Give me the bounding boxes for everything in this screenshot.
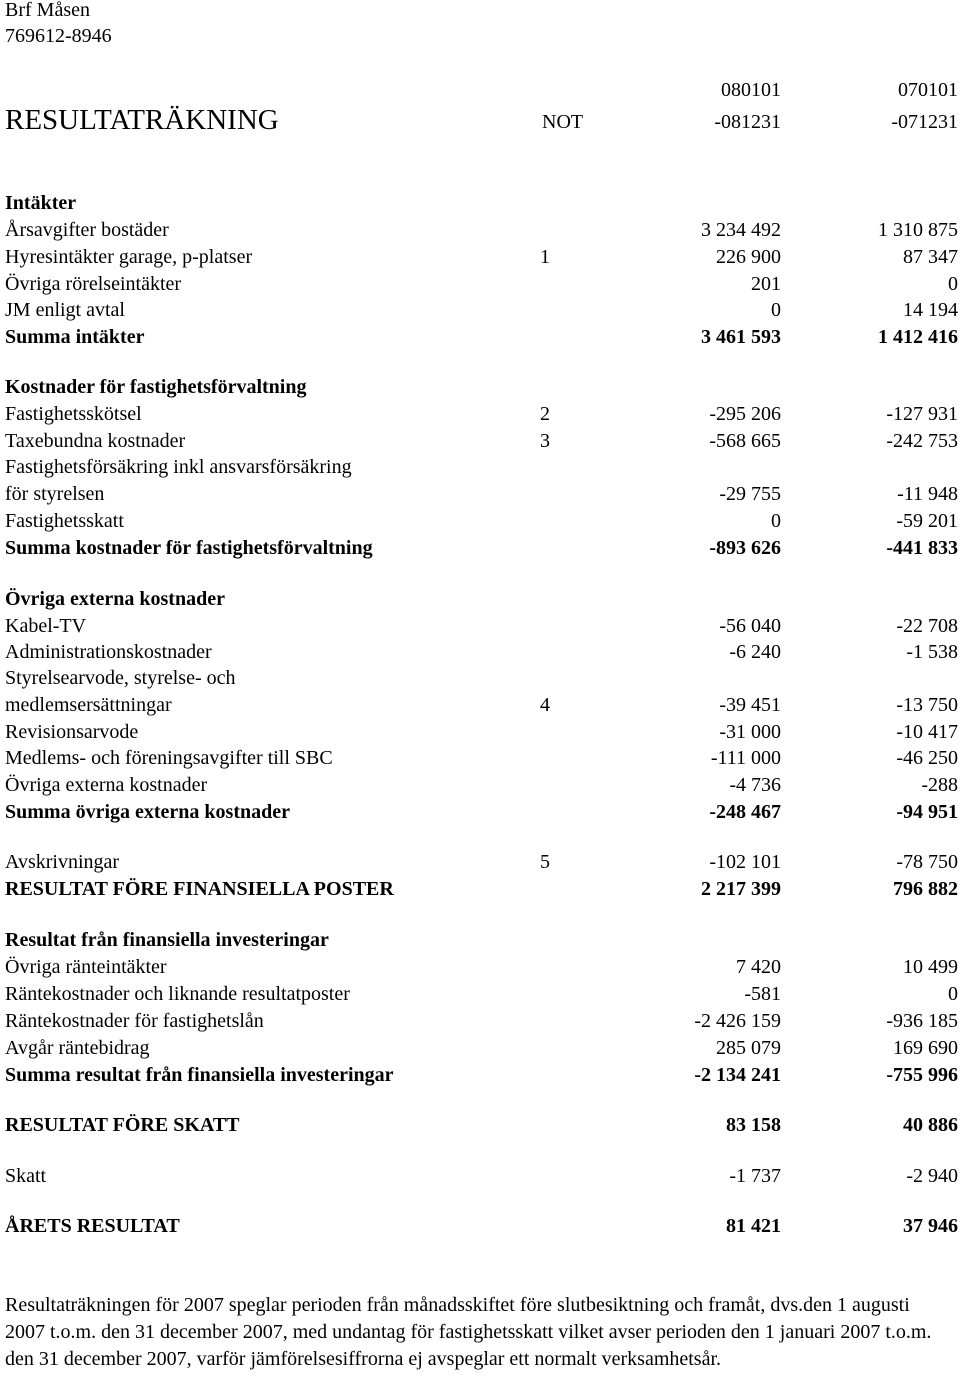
row-note-ref: 3 [540, 430, 550, 452]
row-value-2008: -6 240 [729, 641, 781, 663]
row-value-2007: -11 948 [897, 483, 958, 505]
row-value-2008: 3 234 492 [701, 219, 781, 241]
row-value-2008: 83 158 [726, 1114, 781, 1136]
row-label: Övriga externa kostnader [5, 774, 208, 796]
col2-period-end: -071231 [891, 111, 958, 133]
row-value-2007: 1 412 416 [878, 326, 958, 348]
row-label: Räntekostnader och liknande resultatposter [5, 983, 350, 1005]
row-value-2007: -242 753 [886, 430, 958, 452]
row-heading-label: Kostnader för fastighetsförvaltning [5, 376, 307, 398]
row-label: Revisionsarvode [5, 721, 139, 743]
col2-period-start: 070101 [898, 79, 958, 101]
row-value-2008: 2 217 399 [701, 878, 781, 900]
row-note-ref: 2 [540, 403, 550, 425]
row-value-2007: 796 882 [893, 878, 958, 900]
row-value-2007: -1 538 [906, 641, 958, 663]
row-value-2008: -4 736 [729, 774, 781, 796]
row-value-2007: -22 708 [896, 615, 958, 637]
row-value-2007: -755 996 [886, 1064, 958, 1086]
page-title: RESULTATRÄKNING [5, 104, 279, 136]
row-note-ref: 5 [540, 851, 550, 873]
row-heading-label: Intäkter [5, 192, 77, 214]
row-heading-label: RESULTAT FÖRE SKATT [5, 1114, 240, 1136]
row-label: Fastighetsskatt [5, 510, 124, 532]
row-heading-label: Resultat från finansiella investeringar [5, 929, 329, 951]
row-value-2007: -936 185 [886, 1010, 958, 1032]
row-label: JM enligt avtal [5, 299, 125, 321]
row-value-2007: 40 886 [903, 1114, 958, 1136]
row-value-2007: -13 750 [896, 694, 958, 716]
row-note-ref: 4 [540, 694, 550, 716]
row-heading-label: Summa resultat från finansiella investeringar [5, 1064, 394, 1086]
row-value-2007: -78 750 [896, 851, 958, 873]
row-value-2008: -2 134 241 [694, 1064, 781, 1086]
row-label: Räntekostnader för fastighetslån [5, 1010, 264, 1032]
row-label: för styrelsen [5, 483, 105, 505]
row-heading-label: Summa intäkter [5, 326, 145, 348]
row-value-2008: -893 626 [709, 537, 781, 559]
row-value-2008: -581 [744, 983, 781, 1005]
row-value-2007: -441 833 [886, 537, 958, 559]
row-value-2008: 7 420 [736, 956, 781, 978]
row-value-2008: -2 426 159 [694, 1010, 781, 1032]
row-label: Fastighetsförsäkring inkl ansvarsförsäkring [5, 456, 352, 478]
row-label: Skatt [5, 1165, 47, 1187]
row-value-2007: -94 951 [896, 801, 958, 823]
row-label: medlemsersättningar [5, 694, 172, 716]
row-value-2008: -29 755 [719, 483, 781, 505]
row-label: Hyresintäkter garage, p-platser [5, 246, 253, 268]
row-value-2007: -2 940 [906, 1165, 958, 1187]
row-value-2007: -127 931 [886, 403, 958, 425]
row-value-2008: -295 206 [709, 403, 781, 425]
row-label: Kabel-TV [5, 615, 87, 637]
org-name: Brf Måsen [5, 0, 90, 21]
row-label: Styrelsearvode, styrelse- och [5, 667, 236, 689]
row-label: Avgår räntebidrag [5, 1037, 150, 1059]
row-label: Fastighetsskötsel [5, 403, 142, 425]
row-value-2008: -56 040 [719, 615, 781, 637]
row-value-2007: 87 347 [903, 246, 958, 268]
row-label: Årsavgifter bostäder [5, 219, 169, 241]
row-value-2008: 0 [771, 510, 781, 532]
row-value-2007: 0 [948, 983, 958, 1005]
row-value-2008: 0 [771, 299, 781, 321]
row-value-2007: 1 310 875 [878, 219, 958, 241]
org-number: 769612-8946 [5, 25, 112, 47]
row-value-2008: 81 421 [726, 1215, 781, 1237]
row-label: Medlems- och föreningsavgifter till SBC [5, 747, 333, 769]
row-heading-label: ÅRETS RESULTAT [5, 1215, 180, 1237]
row-heading-label: Summa övriga externa kostnader [5, 801, 290, 823]
row-heading-label: Övriga externa kostnader [5, 588, 225, 610]
row-value-2007: -10 417 [896, 721, 958, 743]
row-value-2008: 201 [751, 273, 781, 295]
row-value-2008: 285 079 [716, 1037, 781, 1059]
row-value-2008: -39 451 [719, 694, 781, 716]
row-value-2008: 226 900 [716, 246, 781, 268]
row-value-2008: -1 737 [729, 1165, 781, 1187]
row-value-2008: -248 467 [709, 801, 781, 823]
row-heading-label: Summa kostnader för fastighetsförvaltning [5, 537, 373, 559]
row-value-2008: -31 000 [719, 721, 781, 743]
row-value-2007: 10 499 [903, 956, 958, 978]
footnote: Resultaträkningen för 2007 speglar perioden från månadsskiftet före slutbesiktning och framåt, dvs.den 1 augusti 2007 t.o.m. den 31 december 2007, med undantag för fastighetsskatt vilket avser perioden den 1 januari 2007 t.o.m. den 31 december 2007, varför jämförelsesiffrorna ej avspeglar ett normalt verksamhetsår. [5, 1294, 932, 1370]
col1-period-end: -081231 [714, 111, 781, 133]
row-label: Övriga ränteintäkter [5, 956, 167, 978]
col1-period-start: 080101 [721, 79, 781, 101]
row-label: Övriga rörelseintäkter [5, 273, 182, 295]
row-value-2008: -111 000 [710, 747, 781, 769]
row-value-2008: 3 461 593 [701, 326, 781, 348]
row-note-ref: 1 [540, 246, 550, 268]
row-value-2008: -568 665 [709, 430, 781, 452]
row-value-2007: -46 250 [896, 747, 958, 769]
row-value-2007: 0 [948, 273, 958, 295]
note-column-header: NOT [542, 111, 584, 133]
row-heading-label: RESULTAT FÖRE FINANSIELLA POSTER [5, 878, 394, 900]
row-value-2007: -288 [921, 774, 958, 796]
row-value-2007: 37 946 [903, 1215, 958, 1237]
row-label: Administrationskostnader [5, 641, 212, 663]
row-value-2007: -59 201 [896, 510, 958, 532]
row-label: Taxebundna kostnader [5, 430, 186, 452]
row-label: Avskrivningar [5, 851, 120, 873]
row-value-2008: -102 101 [709, 851, 781, 873]
row-value-2007: 169 690 [893, 1037, 958, 1059]
row-value-2007: 14 194 [903, 299, 958, 321]
